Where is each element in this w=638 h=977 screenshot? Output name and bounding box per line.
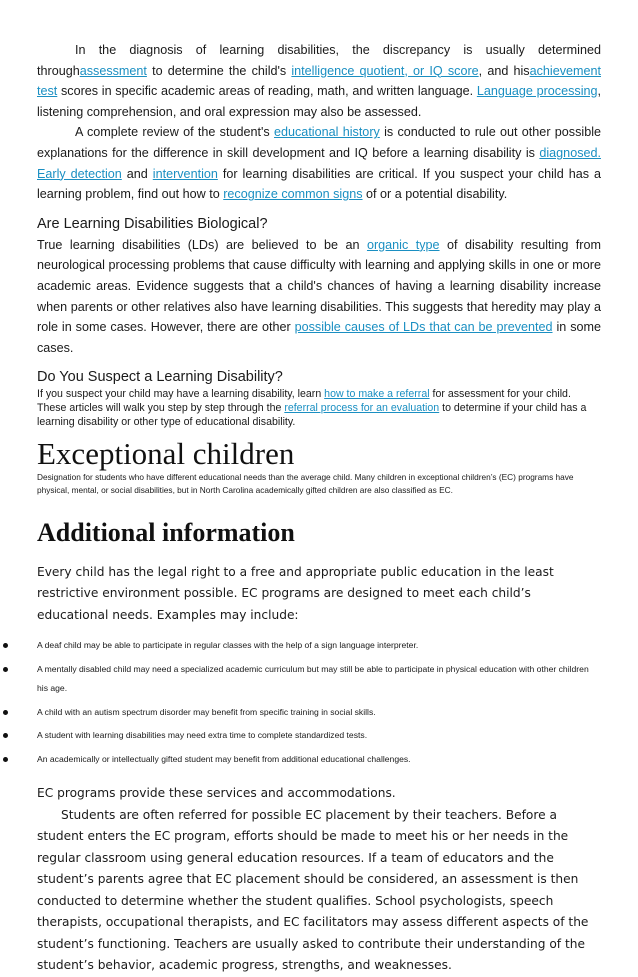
paragraph-ec-referral: Students are often referred for possible EC placement by their teachers. Before a student enters the EC program, efforts should be made to meet his or her needs in the regular classroom using general education resources. If a team of educators and the student’s parents agree that EC placement should be considered, an assessment is then conducted to determine whether the student qualifies. School psychologists, speech therapists, occupational therapists, and EC facilitators may assess different aspects of the student’s functioning. Teachers are usually asked to contribute their understanding of the student’s behavior, academic progress, strengths, and weaknesses. — [37, 807, 589, 973]
text-run: of or a potential disability. — [362, 187, 508, 202]
list-item-text: A student with learning disabilities may need extra time to complete standardized tests. — [37, 730, 368, 741]
text-run: and — [121, 166, 153, 181]
text-run: for assessment for your child. These articles will walk you step by step through the — [37, 388, 571, 414]
text-run: is conducted to rule out other possible explanations for the difference in skill development and IQ before a learning disability is — [37, 125, 602, 160]
text-run: In the diagnosis of learning disabilities, the discrepancy is usually determined through — [37, 43, 601, 78]
inline-link[interactable]: possible causes of LDs that can be prevented — [294, 320, 553, 335]
inline-link[interactable]: educational history — [274, 125, 380, 140]
examples-list — [0, 636, 601, 769]
inline-link[interactable]: recognize common signs — [223, 187, 363, 202]
paragraph-biological — [37, 235, 601, 359]
inline-link[interactable]: achievement test — [37, 63, 602, 99]
paragraph-educational-history — [37, 122, 601, 204]
bullet-icon — [3, 643, 8, 648]
paragraph-suspect — [37, 388, 601, 429]
list-item-text: An academically or intellectually gifted student may benefit from additional educational challenges. — [37, 753, 411, 764]
text-run: of disability resulting from neurological processing problems that cause difficulty with learning and applying skills in one or more academic areas. Evidence suggests that a child's chances of having a learning disability increase when parents or other relatives also have learning disabilities. This suggests that heredity may play a role in some cases. However, there are other — [37, 237, 601, 335]
text-run: scores in specific academic areas of reading, math, and written language. — [57, 84, 477, 99]
paragraph-ec-services: EC programs provide these services and accommodations. — [37, 786, 396, 801]
inline-link[interactable]: how to make a referral — [324, 388, 430, 401]
inline-link[interactable]: referral process for an evaluation — [284, 401, 440, 414]
document-page — [37, 40, 601, 977]
text-run: If you suspect your child may have a learning disability, learn — [37, 388, 325, 401]
list-item-text: A child with an autism spectrum disorder may benefit from specific training in social skills. — [37, 706, 376, 717]
inline-link[interactable]: organic type — [366, 237, 440, 252]
list-item — [0, 703, 601, 723]
list-item-text: A deaf child may be able to participate in regular classes with the help of a sign language interpreter. — [37, 640, 419, 651]
bullet-icon — [3, 733, 8, 738]
title-exceptional-children: Exceptional children — [37, 436, 295, 472]
inline-link[interactable]: diagnosed. — [539, 145, 601, 160]
text-run: , and his — [478, 63, 530, 78]
inline-link[interactable]: assessment — [79, 63, 147, 78]
bullet-icon — [3, 710, 8, 715]
text-run: to determine the child's — [146, 63, 292, 78]
inline-link[interactable]: Early detection — [37, 166, 122, 181]
heading-biological: Are Learning Disabilities Biological? — [37, 215, 268, 232]
list-item-text: A mentally disabled child may need a specialized academic curriculum but may still be able to participate in physical education with other children his age. — [37, 663, 589, 694]
text-run: in some cases. — [37, 320, 601, 355]
list-item — [0, 636, 601, 656]
inline-link[interactable]: intervention — [152, 166, 218, 181]
heading-suspect: Do You Suspect a Learning Disability? — [37, 369, 283, 386]
text-run: A complete review of the student's — [75, 125, 274, 140]
paragraph-diagnosis — [37, 40, 601, 122]
text-run: True learning disabilities (LDs) are believed to be an — [37, 237, 367, 252]
text-run: to determine if your child has a learning disability or other type of educational disability. — [37, 401, 587, 428]
title-additional-information: Additional information — [37, 517, 295, 547]
list-item — [0, 660, 601, 699]
paragraph-additional-intro: Every child has the legal right to a free and appropriate public education in the least restrictive environment possible. EC programs are designed to meet each child’s educational needs. Examples may include: — [37, 564, 554, 622]
list-item — [0, 726, 601, 746]
paragraph-exceptional-definition: Designation for students who have different educational needs than the average child. Many children in exceptional children’s (EC) programs have physical, mental, or social disabilities, but in North Carolina academically gifted children are also classified as EC. — [37, 472, 574, 495]
text-run: for learning disabilities are critical. If you suspect your child has a learning problem, find out how to — [37, 166, 601, 202]
text-run: , listening comprehension, and oral expression may also be assessed. — [37, 84, 602, 119]
inline-link[interactable]: intelligence quotient, or IQ score — [291, 63, 479, 78]
bullet-icon — [3, 757, 8, 762]
bullet-icon — [3, 667, 8, 672]
list-item — [0, 750, 601, 770]
inline-link[interactable]: Language processing — [476, 84, 598, 99]
